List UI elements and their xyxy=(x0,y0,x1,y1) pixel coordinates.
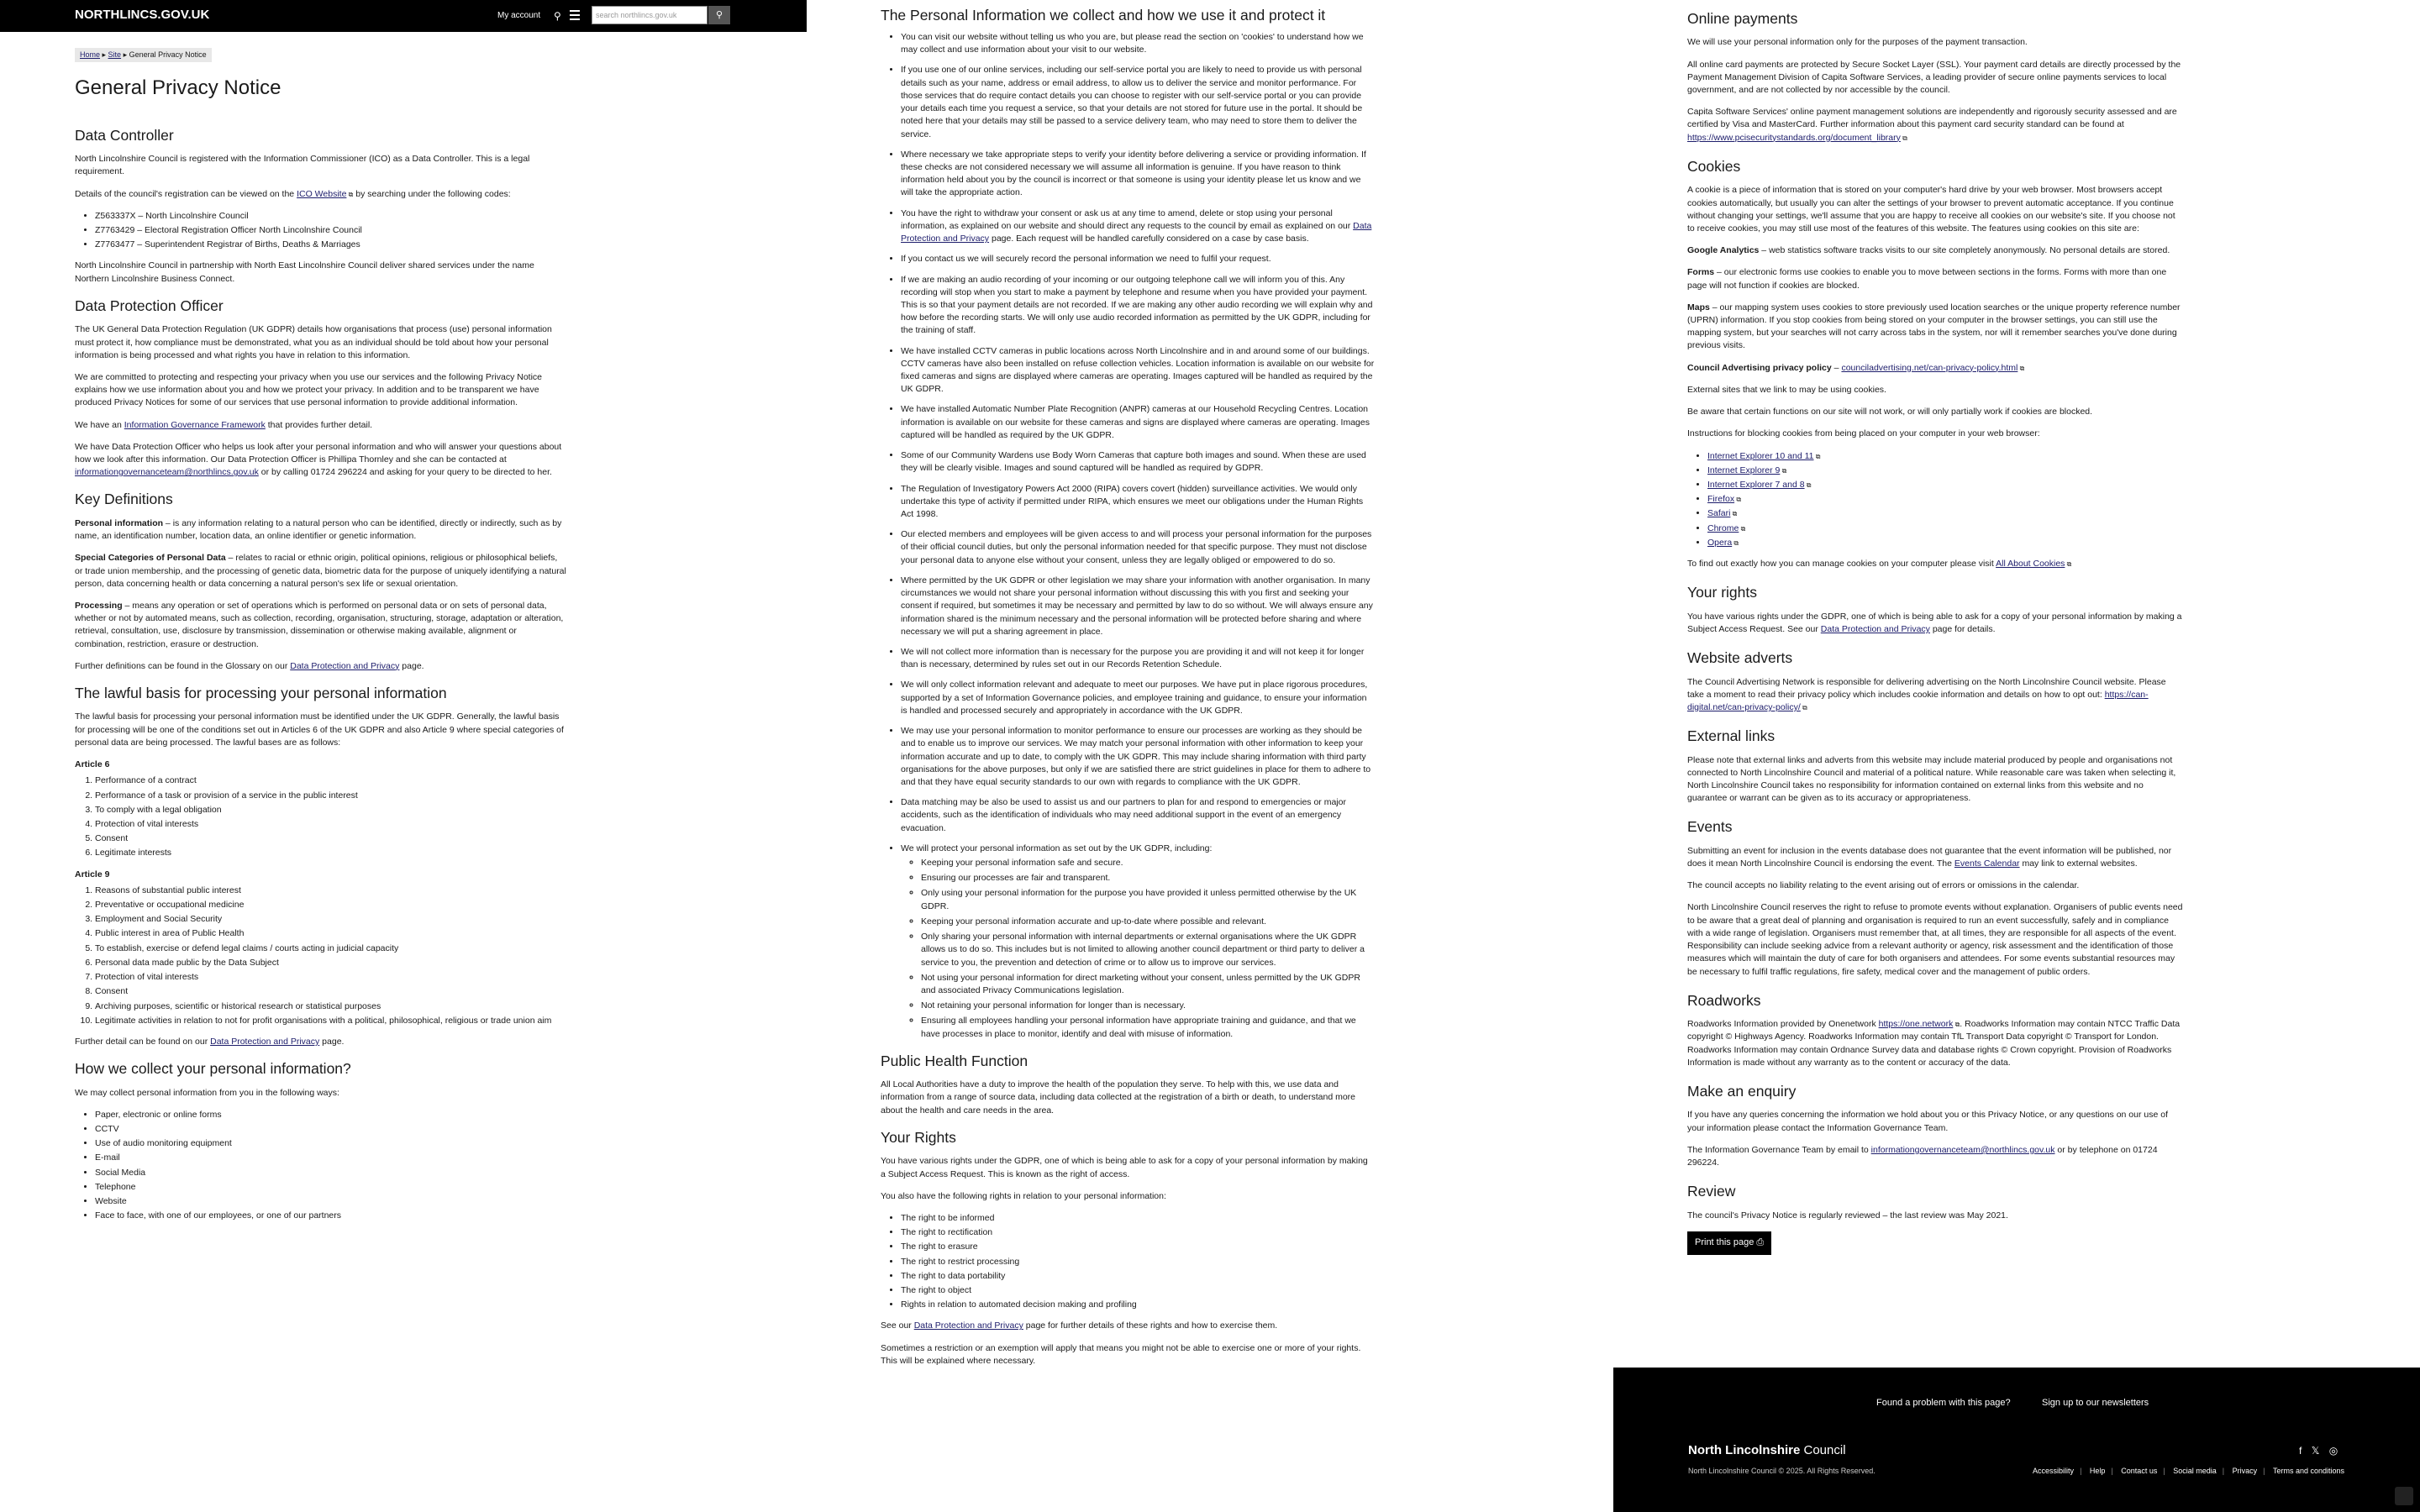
heading-external-links: External links xyxy=(1687,727,1776,745)
list-item: • Z563337X – North Lincolnshire Council xyxy=(95,210,566,223)
list-item: • The right to erasure xyxy=(901,1241,1375,1253)
sub-list-item: ◦ Only sharing your personal information with internal departments or external organisations where the UK GDPR allows us to do so. This includes but is not limited to allowing another council department or third party to deliver a service to you, the prevention and detection of crime or to allow us to improve our services. xyxy=(921,931,1375,969)
data-protection-link[interactable]: Data Protection and Privacy xyxy=(290,660,400,671)
list-item: 1. Performance of a contract xyxy=(95,774,566,787)
heading-your-rights-2: Your rights xyxy=(1687,584,1758,601)
copyright: North Lincolnshire Council © 2025. All Rights Reserved. xyxy=(1688,1467,1876,1475)
footer-link-terms[interactable]: Terms and conditions xyxy=(2272,1467,2344,1475)
external-link-icon: ⧉ xyxy=(346,190,354,198)
paragraph: Council Advertising privacy policy – counciladvertising.net/can-privacy-policy.html ⧉ xyxy=(1687,362,2025,373)
paragraph: Further detail can be found on our Data Protection and Privacy page. xyxy=(75,1037,345,1047)
external-link-icon: ⧉ xyxy=(1953,1021,1960,1029)
list-item: 5. To establish, exercise or defend legal claims / courts acting in judicial capacity xyxy=(95,942,566,955)
browser-link[interactable]: Internet Explorer 7 and 8 xyxy=(1707,480,1805,490)
paragraph: The UK General Data Protection Regulation (UK GDPR) details how organisations that process (use) personal information must protect it, how compliance must be demonstrated, what you as an individual should be told about how your personal information is being processed and what rights you have in relation to this information. xyxy=(75,324,552,360)
list-item xyxy=(1707,465,2183,477)
external-link-icon: ⧉ xyxy=(1813,452,1821,460)
heading-lawful-basis: The lawful basis for processing your personal information xyxy=(75,685,447,702)
breadcrumb-home[interactable]: Home xyxy=(80,50,101,59)
list-item: 1. Reasons of substantial public interest xyxy=(95,885,566,897)
sub-list-item: ◦ Ensuring all employees handling your personal information have appropriate training and guidance, and that we have processes in place to monitor, identify and deal with misuse of information. xyxy=(921,1015,1375,1040)
footer-link-contact[interactable]: Contact us xyxy=(2121,1467,2158,1475)
browser-link[interactable]: Opera xyxy=(1707,537,1733,548)
paragraph: To find out exactly how you can manage cookies on your computer please visit All About Cookies ⧉ xyxy=(1687,559,2072,570)
paragraph: A cookie is a piece of information that is stored on your computer's hard drive by your web browser. Most browsers accept cookies automatically, but usually you can alter the settings of your browser to prevent automatic acceptance. If you continue without changing your settings, we'll assume that you are happy to receive all cookies on our website's site. If you choose not to receive cookies, you may still use most of the features of this website. The features using cookies on this site are: xyxy=(1687,185,2175,234)
paragraph: If you have any queries concerning the information we hold about you or this Privacy Notice, or any questions on our use of your information please contact the Information Governance Team. xyxy=(1687,1110,2168,1133)
browser-link[interactable]: Safari xyxy=(1707,508,1731,519)
list-item xyxy=(1707,537,2183,549)
list-item: • The right to rectification xyxy=(901,1226,1375,1239)
list-item: • Social Media xyxy=(95,1167,566,1179)
search-input[interactable]: search northlincs.gov.uk xyxy=(592,6,708,24)
list-item: • We will not collect more information than is necessary for the purpose you are providing it and will not keep it for longer than is necessary, determined by rules set out in our Records Retention Schedule. xyxy=(901,646,1375,671)
list-item: • Telephone xyxy=(95,1181,566,1194)
social-icons xyxy=(2292,1445,2338,1457)
list-item: • We will only collect information relevant and adequate to meet our purposes. We have put in place rigorous procedures, supported by a set of Information Governance policies, and employee training and guidance, to ensure your information is handled and processed securely and appropriately in accordance with the UK GDPR. xyxy=(901,679,1375,717)
list-item: • The right to restrict processing xyxy=(901,1256,1375,1268)
list-item: 3. Employment and Social Security xyxy=(95,913,566,926)
external-link-icon: ⧉ xyxy=(1800,703,1807,711)
list-item: 6. Personal data made public by the Data Subject xyxy=(95,957,566,969)
column-1 xyxy=(0,0,807,1221)
paragraph: Further definitions can be found in the Glossary on our Data Protection and Privacy page. xyxy=(75,660,424,671)
heading-how-we-collect: How we collect your personal information? xyxy=(75,1060,351,1078)
list-item: • We have installed Automatic Number Plate Recognition (ANPR) cameras at our Household Recycling Centres. Location information is available on our website for these cameras and signs are displayed where cameras are operating. Images captured will be handled as required by the UK GDPR. xyxy=(901,403,1375,442)
list-item: • Website xyxy=(95,1195,566,1208)
breadcrumb-site[interactable]: Site xyxy=(108,50,122,59)
browser-links-list xyxy=(1687,450,2183,550)
list-item: 4. Protection of vital interests xyxy=(95,818,566,831)
collection-methods-list xyxy=(75,1109,566,1223)
one-network-link[interactable]: https://one.network xyxy=(1878,1019,1954,1030)
data-protection-link[interactable]: Data Protection and Privacy xyxy=(901,220,1372,244)
paragraph: You also have the following rights in relation to your personal information: xyxy=(881,1190,1166,1201)
heading-data-controller: Data Controller xyxy=(75,126,174,144)
events-calendar-link[interactable]: Events Calendar xyxy=(1954,858,2020,869)
header-bar xyxy=(0,0,807,32)
search-icon: ⚲ xyxy=(715,10,723,20)
search-button[interactable] xyxy=(708,6,730,24)
heading-online-payments: Online payments xyxy=(1687,10,1798,27)
footer-link-accessibility[interactable]: Accessibility xyxy=(2033,1467,2075,1475)
browser-link[interactable]: Firefox xyxy=(1707,494,1735,505)
location-pin-icon[interactable]: ⚲ xyxy=(554,10,561,22)
list-item: • The right to data portability xyxy=(901,1270,1375,1283)
data-protection-link[interactable]: Data Protection and Privacy xyxy=(1820,623,1930,634)
footer xyxy=(1613,1368,2420,1512)
paragraph: Please note that external links and adverts from this website may include material produced by people and organisations not connected to North Lincolnshire Council and material of a political nature. While reasonable care was taken when selecting it, North Lincolnshire Council takes no responsibility for information contained on external links from this website and no guarantee or warrant can be given as to its accuracy or appropriateness. xyxy=(1687,754,2176,804)
list-item: • You have the right to withdraw your consent or ask us at any time to amend, delete or stop using your personal information, as explained on our website and should direct any requests to the council by email as explained on our Data Protection and Privacy page. Each request will be handled carefully considered on a case by case basis. xyxy=(901,207,1375,246)
heading-website-adverts: Website adverts xyxy=(1687,649,1793,667)
article-9-list xyxy=(75,885,566,1027)
heading-personal-information: The Personal Information we collect and how we use it and protect it xyxy=(881,7,1326,24)
list-item: • Data matching may be also be used to assist us and our partners to plan for and respond to emergencies or major accidents, such as the identification of individuals who may need additional support in the event of an emergency evacuation. xyxy=(901,796,1375,835)
data-protection-link[interactable]: Data Protection and Privacy xyxy=(210,1037,320,1047)
list-item: • Face to face, with one of our employees, or one of our partners xyxy=(95,1210,566,1222)
paragraph: Sometimes a restriction or an exemption will apply that means you might not be able to exercise one or more of your rights. This will be explained where necessary. xyxy=(881,1342,1361,1366)
column-3 xyxy=(1687,0,2183,1255)
my-account-link[interactable]: My account xyxy=(497,11,541,20)
heading-key-definitions: Key Definitions xyxy=(75,491,173,508)
list-item xyxy=(1707,522,2183,535)
external-link-icon: ⧉ xyxy=(2018,364,2025,372)
paragraph: The lawful basis for processing your personal information must be identified under the UK GDPR. Generally, the lawful basis for processing will be one of the conditions set out in Articles 6 of the UK GDPR and also Article 9 where special categories of personal data are being processed. The lawful bases are as follows: xyxy=(75,711,564,748)
list-item: 3. To comply with a legal obligation xyxy=(95,804,566,816)
list-item: • Where permitted by the UK GDPR or other legislation we may share your information with another organisation. In many circumstances we would not share your personal information without discussing this with you first and seeking your consent if required, but sometimes it may be necessary and permitted by law to do so without. We will always ensure any information shared is the minimum necessary and the personal information will be protected before sharing and where necessary we will put a sharing agreement in place. xyxy=(901,575,1375,638)
printer-icon: ⎙ xyxy=(1756,1236,1765,1247)
list-item: • Z7763429 – Electoral Registration Officer North Lincolnshire Council xyxy=(95,224,566,237)
breadcrumb-current: General Privacy Notice xyxy=(129,50,207,59)
external-link-icon: ⧉ xyxy=(2065,560,2072,569)
paragraph: Be aware that certain functions on our site will not work, or will only partially work if cookies are blocked. xyxy=(1687,407,2093,417)
footer-links: Accessibility | Help | Contact us | Social media | Privacy | Terms and conditions xyxy=(2033,1467,2344,1475)
browser-link[interactable]: Internet Explorer 9 xyxy=(1707,465,1781,475)
paragraph: Details of the council's registration can be viewed on the ICO Website ⧉ by searching under the following codes: xyxy=(75,188,511,199)
external-link-icon: ⧉ xyxy=(1739,524,1746,533)
list-item: • Paper, electronic or online forms xyxy=(95,1109,566,1121)
footer-link-help[interactable]: Help xyxy=(2089,1467,2106,1475)
browser-link[interactable]: Internet Explorer 10 and 11 xyxy=(1707,450,1814,461)
list-item: • If you use one of our online services, including our self-service portal you are likely to need to provide us with personal details such as your name, address or email address, to allow us to deliver the service and monitor performance. For those services that do require contact details you can choose to register with our self-service portal or you can provide your details each time you request a service, so that your details are not stored for future use in the portal. It should be noted here that your details may still be passed to a service delivery team, who may need to store them to deliver the service. xyxy=(901,64,1375,140)
list-item: • E-mail xyxy=(95,1152,566,1164)
external-link-icon: ⧉ xyxy=(1900,134,1907,142)
pci-link[interactable]: https://www.pcisecuritystandards.org/document_library xyxy=(1687,132,1901,143)
list-item: • We have installed CCTV cameras in public locations across North Lincolnshire and in and around some of our buildings. CCTV cameras have also been installed on refuse collection vehicles. Location information is available on our website for fixed cameras and signs are displayed where cameras are operating. Images captured will be handled as required by the UK GDPR. xyxy=(901,345,1375,396)
external-link-icon: ⧉ xyxy=(1732,538,1739,547)
column-2 xyxy=(881,0,1375,1377)
paragraph: Maps – our mapping system uses cookies to store previously used location searches or the unique property reference number (UPRN) information. If you stop cookies from being stored on your computer in the browser settings, you can still use the mapping system, but your searches will not carry across tabs in the system, nor will it remember searches you've done during previous visits. xyxy=(1687,302,2181,351)
paragraph: We are committed to protecting and respecting your privacy when you use our services and the following Privacy Notice explains how we use information about you and how we protect your privacy. In addition and to be transparent we have produced Privacy Notices for some of our services that use personal information to provide additional information. xyxy=(75,371,542,408)
heading-review: Review xyxy=(1687,1183,1736,1200)
paragraph: The Council Advertising Network is responsible for delivering advertising on the North Lincolnshire Council website. Please take a moment to read their privacy policy which includes cookie information and details on how to opt out: https://can-digital.net/can-privacy-policy/ ⧉ xyxy=(1687,676,2166,712)
paragraph: The Information Governance Team by email to informationgovernanceteam@northlincs.gov.uk or by telephone on 01724 296224. xyxy=(1687,1144,2158,1168)
paragraph: We have Data Protection Officer who helps us look after your personal information and who will answer your questions about how we look after this information. Our Data Protection Officer is Phillipa Thornley and she can be contacted at informationgovernanceteam@northlincs.gov.uk or by calling 01724 296224 and asking for your query to be directed to her. xyxy=(75,441,562,478)
paragraph: We will use your personal information only for the purposes of the payment transaction. xyxy=(1687,37,2028,48)
list-item: 6. Legitimate interests xyxy=(95,847,566,859)
print-page-button[interactable]: Print this page ⎙ xyxy=(1687,1231,1771,1255)
sub-list-item: ◦ Not using your personal information for direct marketing without your consent, unless permitted by the UK GDPR and associated Privacy Communications legislation. xyxy=(921,972,1375,997)
can-privacy-link[interactable]: https://can-digital.net/can-privacy-policy/ xyxy=(1687,689,2149,712)
paragraph: The council accepts no liability relating to the event arising out of errors or omissions in the calendar. xyxy=(1687,880,2080,891)
paragraph: We have an Information Governance Framework that provides further detail. xyxy=(75,419,373,430)
list-item: • The right to be informed xyxy=(901,1212,1375,1225)
data-protection-link[interactable]: Data Protection and Privacy xyxy=(913,1320,1023,1331)
instagram-icon[interactable]: ◎ xyxy=(2328,1445,2338,1457)
breadcrumb: Home ▸ Site ▸ General Privacy Notice xyxy=(75,48,212,62)
external-link-icon: ⧉ xyxy=(1734,496,1742,504)
protection-sublist xyxy=(901,857,1375,1041)
list-item: 7. Protection of vital interests xyxy=(95,971,566,984)
report-problem-link[interactable]: Found a problem with this page? xyxy=(1876,1398,2011,1408)
paragraph: Processing – means any operation or set of operations which is performed on personal data or on sets of personal data, whether or not by automated means, such as collection, recording, organisation, structuring, storage, adaptation or alteration, retrieval, consultation, use, disclosure by transmission, dissemination or otherwise making available, alignment or combination, restriction, erasure or destruction. xyxy=(75,600,564,649)
list-item: 4. Public interest in area of Public Health xyxy=(95,927,566,940)
list-item: 2. Preventative or occupational medicine xyxy=(95,899,566,911)
ig-email-link[interactable]: informationgovernanceteam@northlincs.gov.uk xyxy=(75,467,259,478)
external-link-icon: ⧉ xyxy=(1780,466,1787,475)
sub-list-item: ◦ Keeping your personal information accurate and up-to-date where possible and relevant. xyxy=(921,916,1375,928)
personal-info-list xyxy=(881,31,1375,1041)
x-twitter-icon[interactable]: 𝕏 xyxy=(2311,1445,2320,1457)
registration-codes-list xyxy=(75,210,566,252)
facebook-icon[interactable]: f xyxy=(2299,1445,2302,1457)
ico-website-link[interactable]: ICO Website xyxy=(297,188,347,199)
list-item: • We will protect your personal information as set out by the UK GDPR, including: ◦ Keeping your personal information safe and secure. ◦ Ensuring our processes are fair and transparent. ◦ Only using your personal information for the purpose you have provided it unless permitted otherwise by the UK GDPR. ◦ Keeping your personal information accurate and up-to-date where possible and relevant. ◦ Only sharing your personal information with internal departments or external organisations where the UK GDPR allows us to do so. This includes but is not limited to allowing another council department or third party to deliver a service to you, the prevention and detection of crime or to allow us to improve our services. ◦ Not using your personal information for direct marketing without your consent, unless permitted by the UK GDPR and associated Privacy Communications legislation. ◦ Not retaining your personal information for longer than is necessary. ◦ Ensuring all employees handling your personal information have appropriate training and guidance, and that we have processes in place to monitor, identify and deal with misuse of information. xyxy=(901,843,1375,1041)
external-link-icon: ⧉ xyxy=(1730,510,1738,518)
all-about-cookies-link[interactable]: All About Cookies xyxy=(1996,559,2065,570)
list-item: 8. Consent xyxy=(95,985,566,998)
heading-cookies: Cookies xyxy=(1687,157,1741,175)
list-item: • Our elected members and employees will be given access to and will process your personal information for the purposes of their official council duties, but only the personal information needed for that specific purpose. They must not disclose your personal data to anyone else without your consent, unless they are legally obliged or empowered to do so. xyxy=(901,528,1375,567)
paragraph: North Lincolnshire Council reserves the right to refuse to promote events without explanation. Organisers of public events need to be aware that a great deal of planning and organisation is required to run an event successfully, safely and in compliance with a wide range of legislation. Organisers must remember that, at all times, they are responsible for all aspects of the event. Responsibility can include seeking advice from a relevant authority or agency, risk assessment and the identification of those measures which will maintain the duty of care for both organisers and attendees. For some events substantial resources may be necessary to fulfil traffic regulations, fire safety, medical cover and the management of public orders. xyxy=(1687,902,2183,977)
footer-logo[interactable]: North Lincolnshire Council xyxy=(1688,1443,1846,1457)
list-item: • The right to object xyxy=(901,1284,1375,1297)
list-item xyxy=(1707,507,2183,520)
footer-link-social[interactable]: Social media xyxy=(2173,1467,2217,1475)
list-item: • Rights in relation to automated decision making and profiling xyxy=(901,1299,1375,1311)
list-item: • Use of audio monitoring equipment xyxy=(95,1137,566,1150)
paragraph: The council's Privacy Notice is regularly reviewed – the last review was May 2021. xyxy=(1687,1210,2008,1221)
list-item: 9. Archiving purposes, scientific or historical research or statistical purposes xyxy=(95,1000,566,1013)
main-content-col2 xyxy=(881,31,1375,1368)
paragraph: All online card payments are protected by Secure Socket Layer (SSL). Your payment card details are directly processed by the Payment Management Division of Capita Software Services, a leading provider of secure online payments services to local government, and are not collected by nor accessible by the council. xyxy=(1687,59,2181,96)
list-item: • CCTV xyxy=(95,1123,566,1136)
paragraph: See our Data Protection and Privacy page for further details of these rights and how to exercise them. xyxy=(881,1320,1278,1331)
list-item xyxy=(1707,479,2183,491)
paragraph: You have various rights under the GDPR, one of which is being able to ask for a copy of your personal information by making a Subject Access Request. See our Data Protection and Privacy page for details. xyxy=(1687,611,2182,634)
list-item: • Where necessary we take appropriate steps to verify your identity before delivering a service or providing information. If these checks are not considered necessary we will assume all information is genuine. If you have reason to think information held about you by the council is incorrect or that someone is using your identity please let us know and we will take the appropriate action. xyxy=(901,149,1375,200)
list-item: • We may use your personal information to monitor performance to ensure our processes are working as they should be and to enable us to improve our services. We may match your personal information with other information to keep your information accurate and up to date, to comply with the UK GDPR. This may include sharing information with third party organisations for the above purposes, but only if we are satisfied there are strict guidelines in place for them to adhere to and that they have equal security standards to our own with regards to compliance with the UK GDPR. xyxy=(901,725,1375,789)
sub-list-item: ◦ Keeping your personal information safe and secure. xyxy=(921,857,1375,869)
article-6-list xyxy=(75,774,566,859)
paragraph: Personal information – is any information relating to a natural person who can be identified, directly or indirectly, such as by name, an identification number, location data, an online identifier or genetic information. xyxy=(75,517,562,542)
list-item: 2. Performance of a task or provision of a service in the public interest xyxy=(95,790,566,802)
heading-make-an-enquiry: Make an enquiry xyxy=(1687,1083,1797,1100)
list-item xyxy=(1707,493,2183,506)
heading-your-rights: Your Rights xyxy=(881,1128,956,1146)
list-item: • Some of our Community Wardens use Body Worn Cameras that capture both images and sound. When these are used they will be clearly visible. Images and sound captured will be handled as required by GDPR. xyxy=(901,449,1375,475)
sub-list-item: ◦ Ensuring our processes are fair and transparent. xyxy=(921,872,1375,885)
list-item: • You can visit our website without telling us who you are, but please read the section on 'cookies' to understand how we may collect and use information about your visit to our website. xyxy=(901,31,1375,56)
list-item xyxy=(1707,450,2183,463)
menu-icon[interactable] xyxy=(570,10,580,23)
ig-email-link[interactable]: informationgovernanceteam@northlincs.gov.uk xyxy=(1870,1144,2055,1155)
list-item: 10. Legitimate activities in relation to not for profit organisations with a political, philosophical, religious or trade union aim xyxy=(95,1015,566,1027)
paragraph: Forms – our electronic forms use cookies to enable you to move between sections in the forms. Forms with more than one page will not function if cookies are blocked. xyxy=(1687,267,2167,291)
external-link-icon: ⧉ xyxy=(1804,481,1812,489)
paragraph: Instructions for blocking cookies from being placed on your computer in your web browser: xyxy=(1687,428,2040,439)
article-9-label: Article 9 xyxy=(75,869,110,879)
heading-data-protection-officer: Data Protection Officer xyxy=(75,297,224,314)
council-advertising-link[interactable]: counciladvertising.net/can-privacy-policy.html xyxy=(1841,362,2018,373)
paragraph: Special Categories of Personal Data – relates to racial or ethnic origin, political opinions, religious or philosophical beliefs, or trade union membership, and the processing of genetic data, biometric data for the purpose of uniquely identifying a natural person, data concerning health or data concerning a natural person's sex life or sexual orientation. xyxy=(75,553,566,589)
site-logo[interactable]: NORTHLINCS.GOV.UK xyxy=(75,8,210,22)
paragraph: We may collect personal information from you in the following ways: xyxy=(75,1087,339,1098)
rights-list xyxy=(881,1212,1375,1312)
browser-link[interactable]: Chrome xyxy=(1707,522,1739,533)
paragraph: All Local Authorities have a duty to improve the health of the population they serve. To help with this, we use data and information from a range of source data, including data collected at the registration of a birth or death, to understand more about the health and care needs in the area. xyxy=(881,1079,1355,1116)
paragraph: Capita Software Services' online payment management solutions are independently and rigorously security assessed and are certified by Visa and MasterCard. Further information about this payment card security standard can be found at https://www.pcisecuritystandards.org/document_library ⧉ xyxy=(1687,107,2177,143)
heading-roadworks: Roadworks xyxy=(1687,991,1761,1009)
paragraph: North Lincolnshire Council is registered with the Information Commissioner (ICO) as a Data Controller. This is a legal requirement. xyxy=(75,154,530,177)
list-item: 5. Consent xyxy=(95,832,566,845)
heading-events: Events xyxy=(1687,818,1733,836)
sub-list-item: ◦ Not retaining your personal information for longer than is necessary. xyxy=(921,1000,1375,1012)
ig-framework-link[interactable]: Information Governance Framework xyxy=(124,419,266,430)
paragraph: Google Analytics – web statistics software tracks visits to our site completely anonymously. No personal details are stored. xyxy=(1687,245,2170,256)
newsletter-link[interactable]: Sign up to our newsletters xyxy=(2042,1398,2149,1408)
page-title: General Privacy Notice xyxy=(75,76,281,99)
paragraph: External sites that we link to may be using cookies. xyxy=(1687,384,1886,395)
heading-public-health: Public Health Function xyxy=(881,1052,1028,1069)
paragraph: Roadworks Information provided by Onenetwork https://one.network ⧉. Roadworks Information may contain NTCC Traffic Data copyright © Highways Agency. Roadworks Information may contain TfL Transport Data copyright © Transport for London. Roadworks Information may contain Ordnance Survey data and database rights © Crown copyright. Provision of Roadworks Information is made without any warranty as to the content or accuracy of the data. xyxy=(1687,1019,2181,1068)
article-6-label: Article 6 xyxy=(75,759,110,770)
scroll-to-top-button[interactable] xyxy=(2395,1487,2413,1505)
sub-list-item: ◦ Only using your personal information for the purpose you have provided it unless permitted otherwise by the UK GDPR. xyxy=(921,887,1375,912)
list-item: • If you contact us we will securely record the personal information we need to fulfil your request. xyxy=(901,253,1375,265)
list-item: • Z7763477 – Superintendent Registrar of Births, Deaths & Marriages xyxy=(95,239,566,251)
footer-link-privacy[interactable]: Privacy xyxy=(2232,1467,2258,1475)
main-content-col3 xyxy=(1687,8,2183,1255)
paragraph: You have various rights under the GDPR, one of which is being able to ask for a copy of your personal information by making a Subject Access Request. This is known as the right of access. xyxy=(881,1156,1368,1179)
list-item: • If we are making an audio recording of your incoming or our outgoing telephone call we will inform you of this. Any recording will stop when you start to make a payment by telephone and resume when you have provided your payment. This is so that your payment details are not recorded. If we are making any other audio recording we will explain why and how before the recording starts. We will only use audio recorded information as permitted by the UK GDPR, including for the training of staff. xyxy=(901,274,1375,338)
paragraph: Submitting an event for inclusion in the events database does not guarantee that the event information will be published, nor does it mean North Lincolnshire Council is endorsing the event. The Events Calendar may link to external websites. xyxy=(1687,845,2172,869)
main-content-col1 xyxy=(75,74,566,1231)
paragraph: North Lincolnshire Council in partnership with North East Lincolnshire Council deliver shared services under the name Northern Lincolnshire Business Connect. xyxy=(75,260,534,284)
list-item: • The Regulation of Investigatory Powers Act 2000 (RIPA) covers covert (hidden) surveillance activities. We would only undertake this type of activity if permitted under RIPA, which ensures we meet our obligations under the Human Rights Act 1998. xyxy=(901,483,1375,522)
